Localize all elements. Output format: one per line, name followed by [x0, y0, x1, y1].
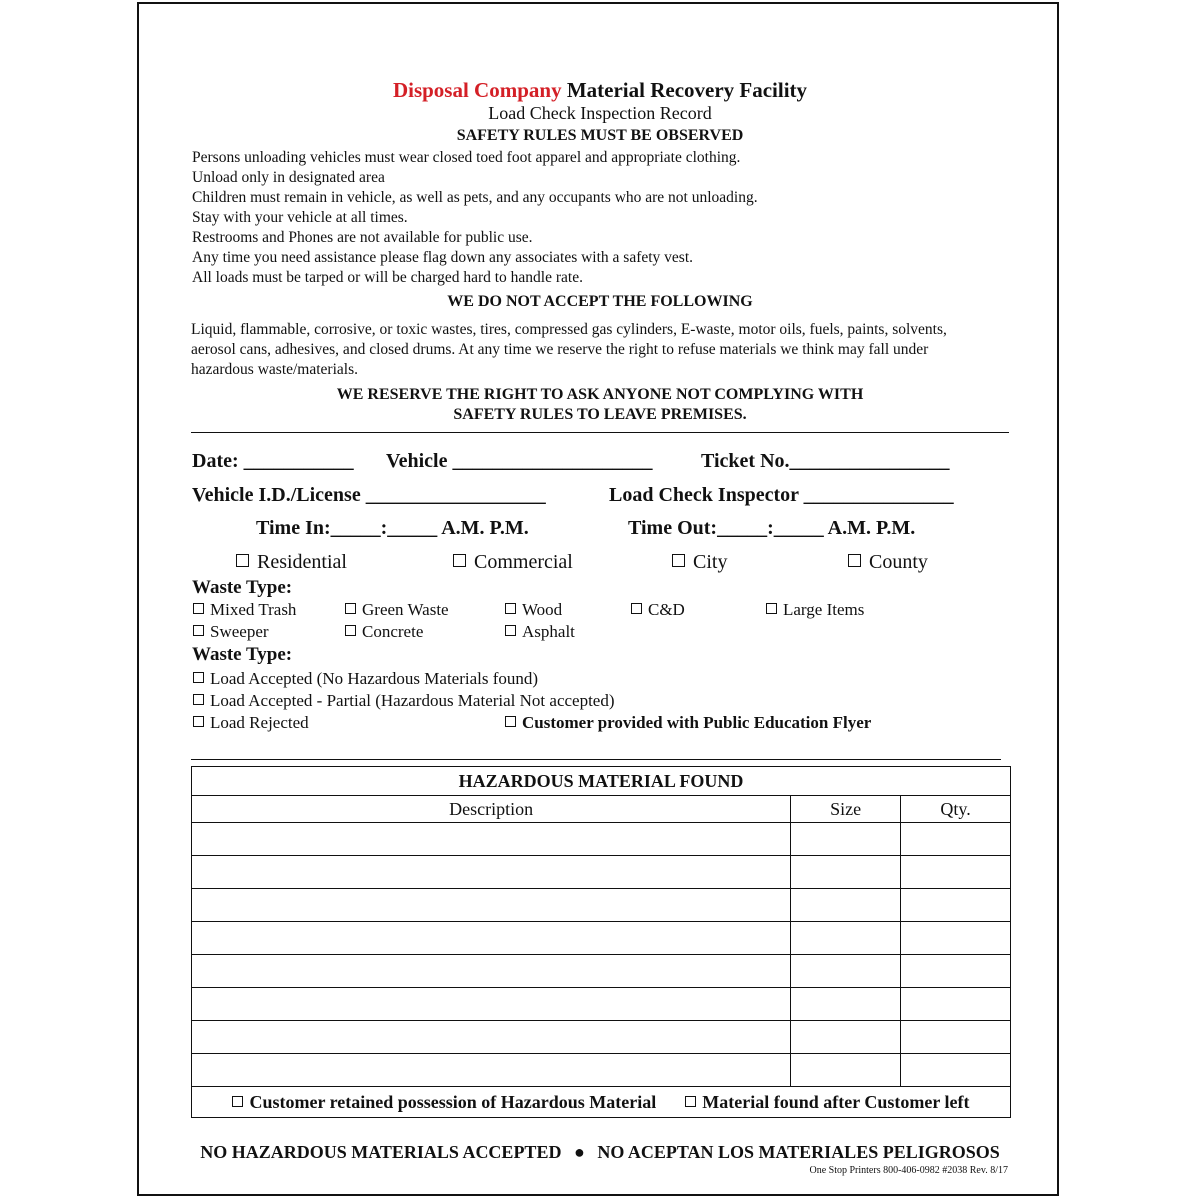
qty-cell[interactable]: [901, 823, 1011, 856]
table-row: [192, 1054, 1011, 1087]
waste-mixed-trash[interactable]: [193, 600, 296, 620]
option-label: Customer retained possession of Hazardous Material: [249, 1091, 657, 1112]
checkbox-icon[interactable]: [193, 603, 204, 614]
table-row: [192, 1021, 1011, 1054]
column-header-qty: Qty.: [901, 796, 1011, 823]
waste-large-items[interactable]: [766, 600, 864, 620]
table-title-row: [192, 767, 1011, 796]
safety-heading: SAFETY RULES MUST BE OBSERVED: [456, 127, 744, 144]
description-cell[interactable]: [192, 988, 791, 1021]
not-accepted-heading: WE DO NOT ACCEPT THE FOLLOWING: [447, 293, 753, 310]
option-county[interactable]: [848, 551, 928, 574]
form-subtitle: Load Check Inspection Record: [488, 103, 712, 123]
table-title: HAZARDOUS MATERIAL FOUND: [192, 767, 1011, 796]
vehicle-id-field[interactable]: Vehicle I.D./License __________________: [192, 484, 546, 506]
option-label: Load Accepted - Partial (Hazardous Material Not accepted): [210, 691, 615, 710]
checkbox-icon[interactable]: [193, 625, 204, 636]
option-label: Large Items: [783, 600, 865, 619]
checkbox-icon[interactable]: [193, 672, 204, 683]
description-cell[interactable]: [192, 856, 791, 889]
table-row: [192, 823, 1011, 856]
retained-possession-option[interactable]: [232, 1092, 656, 1112]
qty-cell[interactable]: [901, 922, 1011, 955]
date-field[interactable]: Date: ___________: [192, 450, 354, 472]
size-cell[interactable]: [791, 1021, 901, 1054]
divider: [191, 759, 1001, 760]
size-cell[interactable]: [791, 1054, 901, 1087]
result-rejected[interactable]: [193, 713, 309, 733]
column-header-description: Description: [192, 796, 791, 823]
checkbox-icon[interactable]: [453, 554, 466, 567]
form-title: [0, 78, 1200, 103]
table-row: [192, 955, 1011, 988]
checkbox-icon[interactable]: [232, 1096, 243, 1107]
reserve-line: WE RESERVE THE RIGHT TO ASK ANYONE NOT COMPLYING WITH: [336, 386, 864, 403]
option-label: Residential: [257, 551, 347, 573]
qty-cell[interactable]: [901, 856, 1011, 889]
option-label: Asphalt: [522, 622, 575, 641]
safety-rule: Restrooms and Phones are not available for public use.: [192, 229, 533, 246]
checkbox-icon[interactable]: [345, 625, 356, 636]
checkbox-icon[interactable]: [505, 625, 516, 636]
checkbox-icon[interactable]: [848, 554, 861, 567]
option-label: City: [693, 551, 728, 573]
option-label: Material found after Customer left: [702, 1091, 970, 1112]
qty-cell[interactable]: [901, 988, 1011, 1021]
not-accepted-text: [191, 320, 947, 380]
option-label: C&D: [648, 600, 685, 619]
option-label: Sweeper: [210, 622, 269, 641]
option-label: Wood: [522, 600, 563, 619]
waste-cd[interactable]: [631, 600, 685, 620]
size-cell[interactable]: [791, 988, 901, 1021]
checkbox-icon[interactable]: [236, 554, 249, 567]
table-header-row: [192, 796, 1011, 823]
not-accepted-line: aerosol cans, adhesives, and closed drums. At any time we reserve the right to refuse materials we think may fall under: [191, 341, 929, 358]
safety-rules-list: [192, 148, 758, 288]
column-header-size: Size: [791, 796, 901, 823]
option-residential[interactable]: [236, 551, 347, 574]
qty-cell[interactable]: [901, 1054, 1011, 1087]
checkbox-icon[interactable]: [672, 554, 685, 567]
table-footer-options: [192, 1087, 1011, 1118]
checkbox-icon[interactable]: [766, 603, 777, 614]
option-label: Load Rejected: [210, 713, 309, 732]
checkbox-icon[interactable]: [505, 603, 516, 614]
safety-rule: Any time you need assistance please flag down any associates with a safety vest.: [192, 249, 694, 266]
size-cell[interactable]: [791, 955, 901, 988]
checkbox-icon[interactable]: [631, 603, 642, 614]
qty-cell[interactable]: [901, 889, 1011, 922]
safety-rule: Persons unloading vehicles must wear closed toed foot apparel and appropriate clothing.: [192, 149, 741, 166]
checkbox-icon[interactable]: [685, 1096, 696, 1107]
waste-asphalt[interactable]: [505, 622, 575, 642]
waste-type-label: Waste Type:: [192, 577, 293, 598]
safety-rule: Stay with your vehicle at all times.: [192, 209, 408, 226]
footer-spanish: NO ACEPTAN LOS MATERIALES PELIGROSOS: [597, 1142, 1000, 1162]
description-cell[interactable]: [192, 922, 791, 955]
option-label: Commercial: [474, 551, 573, 573]
description-cell[interactable]: [192, 823, 791, 856]
checkbox-icon[interactable]: [193, 694, 204, 705]
option-label: Green Waste: [362, 600, 449, 619]
company-name: Disposal Company: [392, 78, 562, 102]
checkbox-icon[interactable]: [193, 716, 204, 727]
description-cell[interactable]: [192, 1054, 791, 1087]
not-accepted-line: Liquid, flammable, corrosive, or toxic wastes, tires, compressed gas cylinders, E-waste, motor oils, fuels, paints, solvents,: [191, 321, 947, 338]
description-cell[interactable]: [192, 1021, 791, 1054]
table-row: [192, 988, 1011, 1021]
checkbox-icon[interactable]: [505, 716, 516, 727]
waste-green-waste[interactable]: [345, 600, 449, 620]
size-cell[interactable]: [791, 856, 901, 889]
result-accepted-partial[interactable]: [193, 691, 615, 711]
education-flyer-option[interactable]: [505, 713, 871, 733]
option-label: Concrete: [362, 622, 424, 641]
vehicle-field[interactable]: Vehicle ____________________: [386, 450, 653, 472]
safety-rule: Unload only in designated area: [192, 169, 385, 186]
table-footer-row: [192, 1087, 1011, 1118]
option-commercial[interactable]: [453, 551, 573, 574]
option-label: County: [869, 551, 928, 573]
not-accepted-line: hazardous waste/materials.: [191, 361, 358, 378]
size-cell[interactable]: [791, 889, 901, 922]
time-out-field[interactable]: Time Out:_____:_____ A.M. P.M.: [628, 517, 916, 539]
bullet-icon: ●: [573, 1142, 585, 1162]
checkbox-icon[interactable]: [345, 603, 356, 614]
waste-wood[interactable]: [505, 600, 562, 620]
size-cell[interactable]: [791, 823, 901, 856]
result-accepted[interactable]: [193, 669, 538, 689]
option-label: Load Accepted (No Hazardous Materials found): [210, 669, 539, 688]
result-label: Waste Type:: [192, 644, 293, 665]
qty-cell[interactable]: [901, 1021, 1011, 1054]
safety-rule: Children must remain in vehicle, as well as pets, and any occupants who are not unloading.: [192, 189, 758, 206]
reserve-line: SAFETY RULES TO LEAVE PREMISES.: [453, 406, 747, 423]
reserve-notice: [0, 385, 1200, 425]
description-cell[interactable]: [192, 889, 791, 922]
footer-english: NO HAZARDOUS MATERIALS ACCEPTED: [200, 1142, 562, 1162]
inspector-field[interactable]: Load Check Inspector _______________: [609, 484, 954, 506]
hazardous-material-table: [191, 766, 1011, 1118]
description-cell[interactable]: [192, 955, 791, 988]
divider: [191, 432, 1009, 433]
printer-info: One Stop Printers 800-406-0982 #2038 Rev. 8/17: [809, 1165, 1008, 1176]
waste-sweeper[interactable]: [193, 622, 269, 642]
option-label: Customer provided with Public Education Flyer: [522, 713, 872, 732]
facility-name: Material Recovery Facility: [566, 78, 808, 102]
time-in-field[interactable]: Time In:_____:_____ A.M. P.M.: [256, 517, 529, 539]
option-label: Mixed Trash: [210, 600, 297, 619]
qty-cell[interactable]: [901, 955, 1011, 988]
option-city[interactable]: [672, 551, 727, 574]
table-row: [192, 889, 1011, 922]
table-row: [192, 856, 1011, 889]
table-row: [192, 922, 1011, 955]
waste-concrete[interactable]: [345, 622, 423, 642]
ticket-number-field[interactable]: Ticket No.________________: [701, 450, 950, 472]
footer-notice: [0, 1142, 1200, 1163]
found-after-left-option[interactable]: [685, 1092, 969, 1112]
safety-rule: All loads must be tarped or will be charged hard to handle rate.: [192, 269, 583, 286]
size-cell[interactable]: [791, 922, 901, 955]
